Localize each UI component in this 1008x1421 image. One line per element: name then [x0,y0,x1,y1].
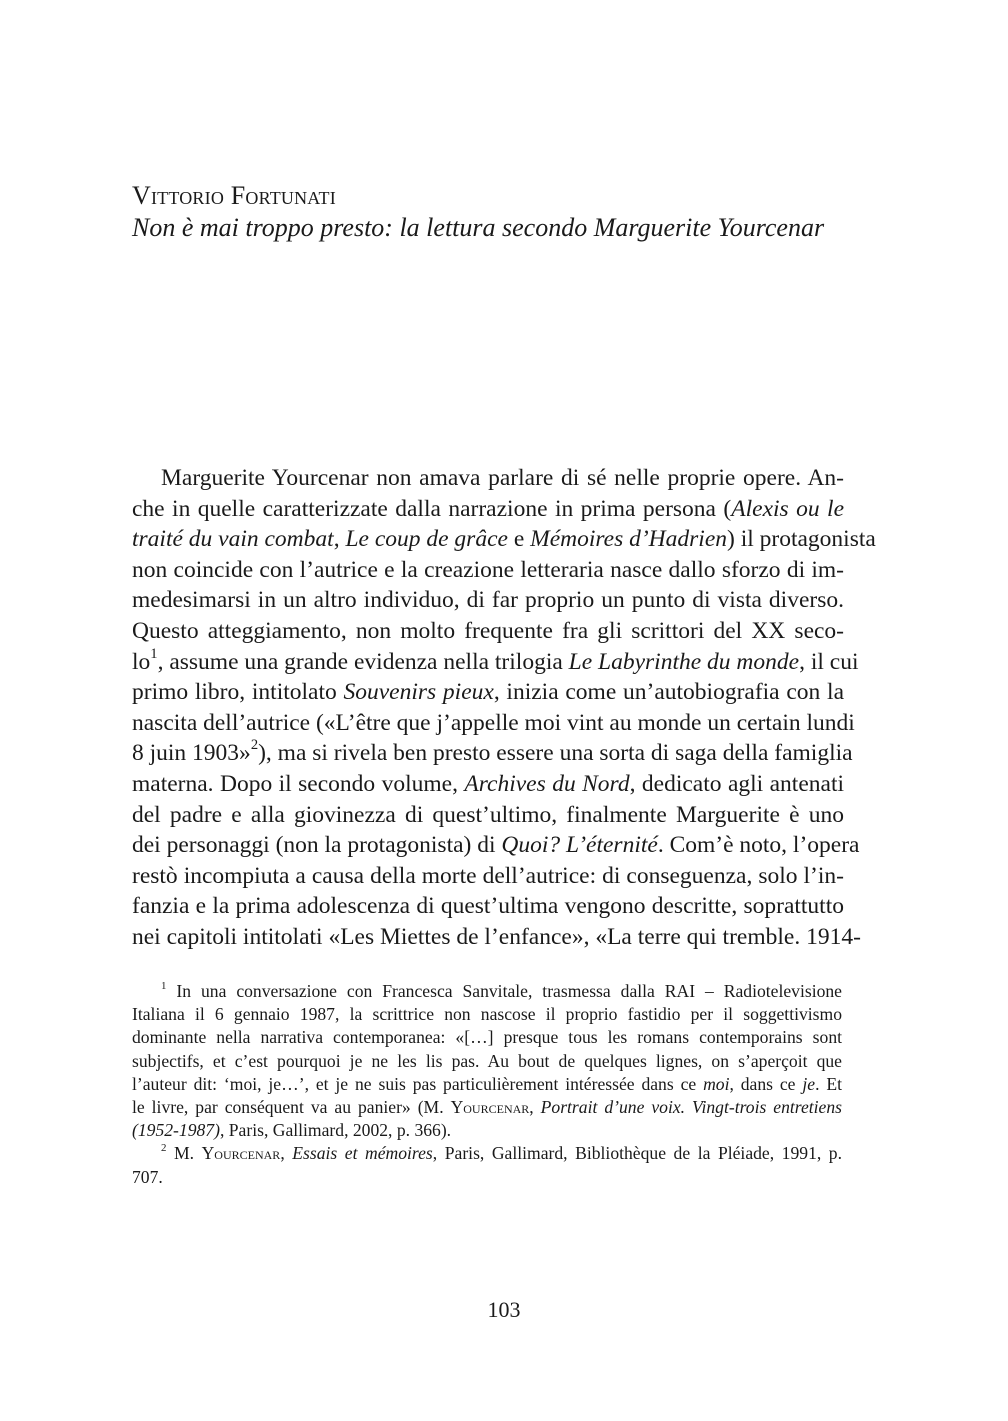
body-line: del padre e alla giovinezza di quest’ultimo, finalmente Marguerite è uno [132,801,844,828]
body-line: Marguerite Yourcenar non amava parlare di sé nelle proprie opere. An- [161,465,844,491]
body-line: fanzia e la prima adolescenza di quest’ultima vengono descritte, soprattutto [132,893,844,920]
footnote-ref: 1 [150,645,158,662]
body-line: restò incompiuta a causa della morte dell’autrice: di conseguenza, solo l’in- [132,862,844,889]
footnote-line: $^1$ In una conversazione con Francesca Sanvitale, trasmessa dalla RAI – Radiotelevisione [161,979,842,1001]
body-line: che in quelle caratterizzate dalla narrazione in prima persona (Alexis ou le [132,495,844,522]
body-line: Questo atteggiamento, non molto frequente fra gli scrittori del XX seco- [132,617,844,644]
body-paragraph [132,463,876,953]
body-line: dei personaggi (non la protagonista) di Quoi? L’éternité. Com’è noto, l’opera [132,832,860,859]
body-line: 8 juin 1903»$^2$), ma si rivela ben presto essere una sorta di saga della famiglia [132,737,853,767]
footnote-line: subjectifs, et c’est pourquoi je ne les lis pas. Au bout de quelques lignes, on s’aperçoit que [132,1050,842,1071]
body-line: nascita dell’autrice («L’être que j’appelle moi vint au monde un certain lundi [132,709,855,736]
essay-title: Non è mai troppo presto: la lettura secondo Marguerite Yourcenar [132,213,825,242]
body-line: nei capitoli intitolati «Les Miettes de l’enfance», «La terre qui tremble. 1914- [132,923,861,950]
body-line: materna. Dopo il secondo volume, Archives du Nord, dedicato agli antenati [132,770,845,797]
body-line: $lo^1$, assume una grande evidenza nella trilogia Le Labyrinthe du monde, il cui [132,645,859,675]
footnotes [132,980,842,1189]
footnote-ref: 2 [250,737,259,754]
footnote-line: Italiana il 6 gennaio 1987, la scrittrice non nascose il proprio fastidio per il soggettivismo [132,1004,842,1025]
body-line: traité du vain combat, Le coup de grâce e Mémoires d’Hadrien) il protagonista [132,526,876,553]
footnote-line: dominante nella narrativa contemporanea: «[…] presque tous les romans contemporains sont [132,1027,842,1048]
footnote-line: le livre, par conséquent va au panier» (M. Yourcenar, Portrait d’une voix. Vingt-trois entretiens [132,1096,842,1117]
body-line: primo libro, intitolato Souvenirs pieux, inizia come un’autobiografia con la [132,679,844,706]
footnote-line: $^2$ M. Yourcenar, Essais et mémoires, Paris, Gallimard, Bibliothèque de la Pléiade, 1991, p. [161,1141,843,1164]
footnote-line: 707. [132,1166,163,1187]
author-name: Vittorio Fortunati [132,181,336,210]
body-line: non coincide con l’autrice e la creazione letteraria nasce dallo sforzo di im- [132,556,844,583]
page-number: 103 [487,1297,521,1322]
footnote-line: l’auteur dit: ‘moi, je…’, et je ne suis pas particulièrement intéressée dans ce moi, dans ce je. Et [132,1073,842,1094]
body-line: medesimarsi in un altro individuo, di far proprio un punto di vista diverso. [132,587,844,614]
footnote-line: (1952-1987), Paris, Gallimard, 2002, p. 366). [132,1120,452,1141]
